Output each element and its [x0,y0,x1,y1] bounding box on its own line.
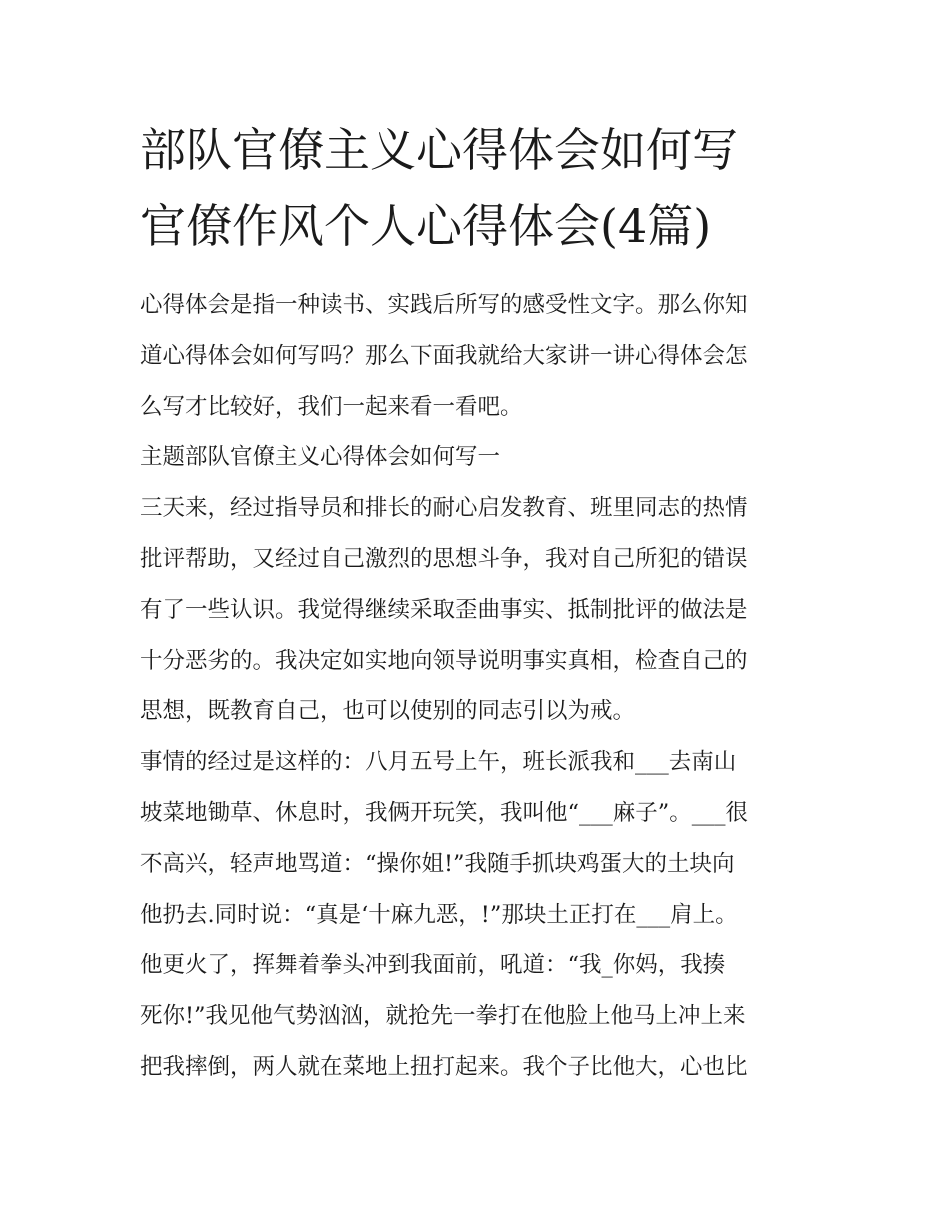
document-body [140,280,820,1093]
body-line: 他更火了，挥舞着拳头冲到我面前，吼道：“我_你妈，我揍 [140,952,726,979]
body-line: 思想，既教育自己，也可以使别的同志引以为戒。 [140,698,636,725]
body-line: 他扔去.同时说：“真是‘十麻九恶，!”那块土正打在___肩上。 [140,901,738,928]
body-line: 批评帮助，又经过自己激烈的思想斗争，我对自己所犯的错误 [140,545,748,572]
body-line: 不高兴，轻声地骂道：“操你姐!”我随手抓块鸡蛋大的土块向 [140,850,735,877]
body-line: 有了一些认识。我觉得继续采取歪曲事实、抵制批评的做法是 [140,596,748,623]
body-line: 事情的经过是这样的：八月五号上午，班长派我和___去南山 [140,749,737,776]
section-heading: 主题部队官僚主义心得体会如何写一 [140,444,501,471]
body-line: 十分恶劣的。我决定如实地向领导说明事实真相，检查自己的 [140,647,748,674]
body-line: 死你!”我见他气势汹汹，就抢先一拳打在他脸上他马上冲上来 [140,1003,746,1030]
document-title [140,112,820,264]
body-line: 把我摔倒，两人就在菜地上扭打起来。我个子比他大，心也比 [140,1053,748,1080]
body-line: 心得体会是指一种读书、实践后所写的感受性文字。那么你知 [140,292,748,318]
title-line-2: 官僚作风个人心得体会(4篇) [140,199,712,253]
document-page [140,112,820,1093]
body-line: 坡菜地锄草、休息时，我俩开玩笑，我叫他“___麻子”。___很 [140,799,749,826]
body-line: 么写才比较好，我们一起来看一看吧。 [140,393,523,420]
body-line: 三天来，经过指导员和排长的耐心启发教育、班里同志的热情 [140,495,748,522]
body-line: 道心得体会如何写吗？那么下面我就给大家讲一讲心得体会怎 [140,342,748,369]
title-line-1: 部队官僚主义心得体会如何写 [140,123,738,177]
